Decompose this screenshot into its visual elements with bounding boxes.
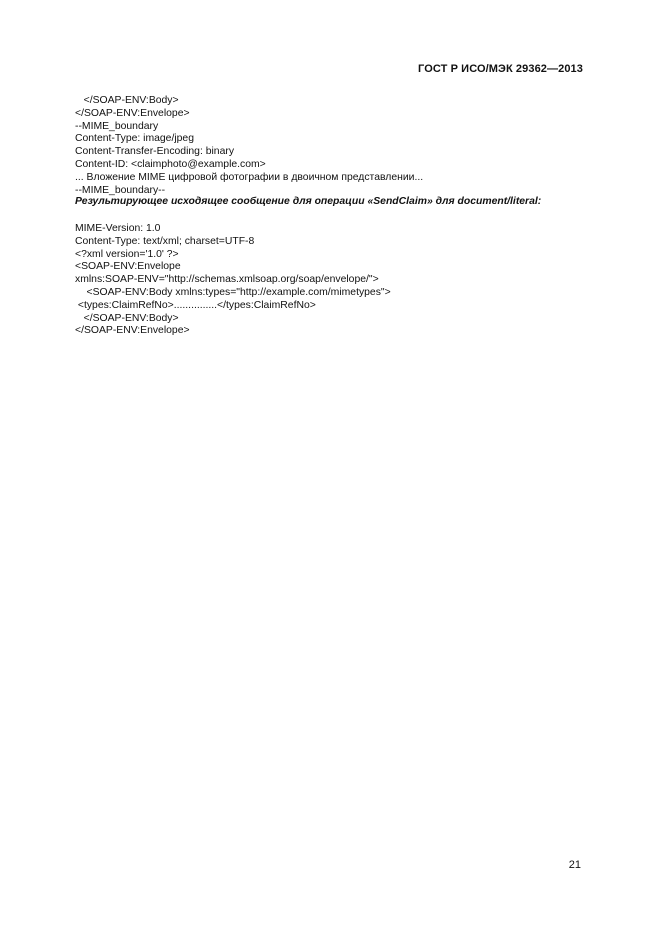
code-line: Content-Type: image/jpeg	[75, 133, 194, 145]
mime-message-block	[75, 95, 595, 197]
code-line: <SOAP-ENV:Envelope	[75, 261, 181, 273]
code-line: Content-Type: text/xml; charset=UTF-8	[75, 235, 255, 247]
code-line: ... Вложение MIME цифровой фотографии в двоичном представлении...	[75, 171, 424, 183]
code-line: </SOAP-ENV:Envelope>	[75, 325, 190, 337]
code-line: --MIME_boundary--	[75, 184, 166, 196]
code-line: Content-Transfer-Encoding: binary	[75, 146, 235, 158]
section-heading: Результирующее исходящее сообщение для операции «SendClaim» для document/literal:	[75, 196, 542, 207]
code-line: MIME-Version: 1.0	[75, 223, 161, 234]
code-line: Content-ID: <claimphoto@example.com>	[75, 158, 266, 170]
code-line: </SOAP-ENV:Body>	[75, 312, 179, 324]
outgoing-message-block	[75, 223, 595, 338]
code-line: <?xml version='1.0' ?>	[75, 248, 179, 260]
code-line: --MIME_boundary	[75, 120, 159, 132]
document-header: ГОСТ Р ИСО/МЭК 29362—2013	[418, 63, 583, 75]
code-line: </SOAP-ENV:Body>	[75, 95, 179, 106]
page-number: 21	[568, 859, 581, 871]
code-line: xmlns:SOAP-ENV="http://schemas.xmlsoap.org/soap/envelope/">	[75, 274, 379, 286]
code-line: <SOAP-ENV:Body xmlns:types="http://example.com/mimetypes">	[75, 286, 391, 298]
code-line: <types:ClaimRefNo>...............</types:ClaimRefNo>	[75, 299, 316, 311]
code-line: </SOAP-ENV:Envelope>	[75, 107, 190, 119]
